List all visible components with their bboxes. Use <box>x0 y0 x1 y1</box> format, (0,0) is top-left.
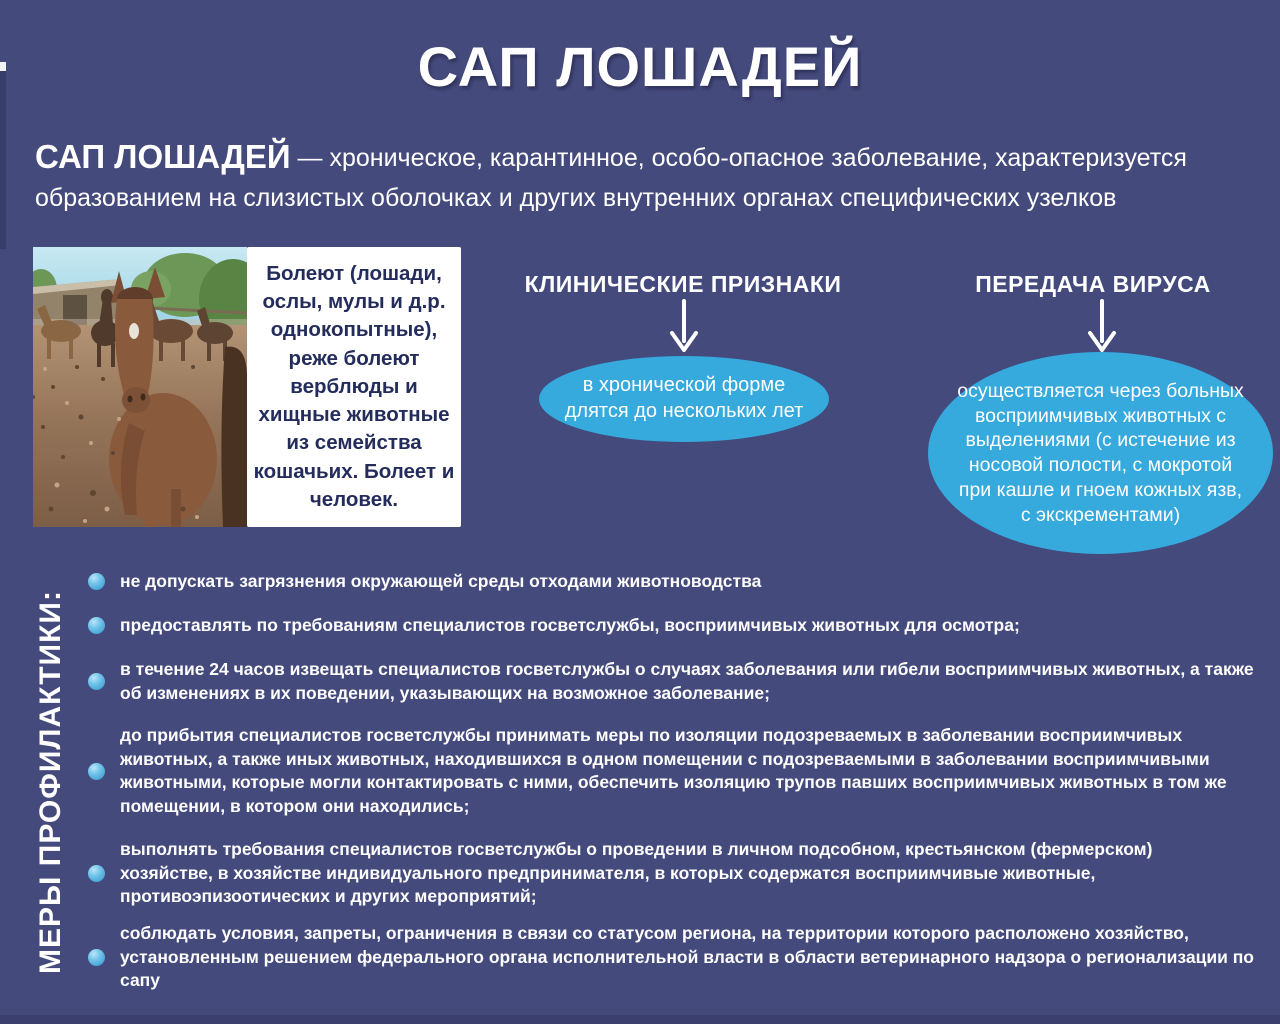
bullet-dot-icon <box>88 865 105 882</box>
bullet-dot-icon <box>88 763 105 780</box>
list-item <box>88 922 1263 993</box>
intro-line2: образованием на слизистых оболочках и других внутренних органах специфических узелков <box>35 183 1117 212</box>
clinical-signs-heading: КЛИНИЧЕСКИЕ ПРИЗНАКИ <box>524 271 842 297</box>
bottom-edge-strip <box>0 1015 1280 1024</box>
list-item <box>88 724 1263 819</box>
intro-paragraph <box>35 136 1245 214</box>
clinical-signs-bubble <box>539 356 829 442</box>
virus-transmission-heading: ПЕРЕДАЧА ВИРУСА <box>975 271 1211 297</box>
down-arrow-icon <box>668 299 700 355</box>
page-title: САП ЛОШАДЕЙ <box>417 35 863 98</box>
horses-photo <box>33 247 247 527</box>
prevention-item-text: в течение 24 часов извещать специалистов госветслужбы о случаях заболевания или гибели восприимчивых животных, а также об изменениях в их поведении, указывающих на возможное заболевание; <box>120 659 1254 703</box>
prevention-item-text: до прибытия специалистов госветслужбы принимать меры по изоляции подозреваемых в заболевании восприимчивых животных, а также иных животных, находившихся в одном помещении с подозреваемыми в заболевании восприимчивыми животными, которые могли контактировать с ними, обеспечить изоляцию трупов павших восприимчивых животных в том же помещении, в котором они находились; <box>120 725 1227 816</box>
intro-lead: САП ЛОШАДЕЙ <box>35 138 291 175</box>
list-item <box>88 614 1263 638</box>
prevention-item-text: предоставлять по требованиям специалистов госветслужбы, восприимчивых животных для осмотра; <box>120 615 1020 635</box>
prevention-measures-label: МЕРЫ ПРОФИЛАКТИКИ: <box>34 590 68 974</box>
clinical-signs-bubble-text: в хронической форме длятся до нескольких лет <box>564 374 804 422</box>
list-item <box>88 570 1263 594</box>
down-arrow-icon <box>1086 299 1118 355</box>
list-item <box>88 658 1263 705</box>
virus-transmission-bubble <box>928 352 1273 554</box>
prevention-item-text: соблюдать условия, запреты, ограничения в связи со статусом региона, на территории которого расположено хозяйство, установленным решением федерального органа исполнительной власти в области ветеринарного надзора о регионализации по сапу <box>120 923 1254 991</box>
horses-photo-illustration <box>33 247 247 527</box>
bullet-dot-icon <box>88 617 105 634</box>
prevention-item-text: выполнять требования специалистов госветслужбы о проведении в личном подсобном, крестьянском (фермерском) хозяйстве, в хозяйстве индивидуального предпринимателя, в которых содержатся восприимчивые животные, противоэпизоотических и других мероприятий; <box>120 839 1153 907</box>
bullet-dot-icon <box>88 573 105 590</box>
bullet-dot-icon <box>88 949 105 966</box>
intro-rest: — хроническое, карантинное, особо-опасное заболевание, характеризуется <box>290 144 1187 172</box>
left-edge-strip <box>0 71 6 249</box>
virus-transmission-bubble-text: осуществляется через больных восприимчивых животных с выделениями (с истечение из носовой полости, с мокротой при кашле и гноем кожных язв, с экскрементами) <box>957 379 1244 526</box>
susceptible-animals-text: Болеют (лошади, ослы, мулы и д.р. однокопытные), реже болеют верблюды и хищные животные из семейства кошачьих. Болеет и человек. <box>253 261 455 511</box>
susceptible-animals-card <box>247 247 461 527</box>
intro-line1 <box>35 136 1245 179</box>
left-edge-notch <box>0 62 6 71</box>
prevention-item-text: не допускать загрязнения окружающей среды отходами животноводства <box>120 571 762 591</box>
list-item <box>88 838 1263 909</box>
bullet-dot-icon <box>88 673 105 690</box>
